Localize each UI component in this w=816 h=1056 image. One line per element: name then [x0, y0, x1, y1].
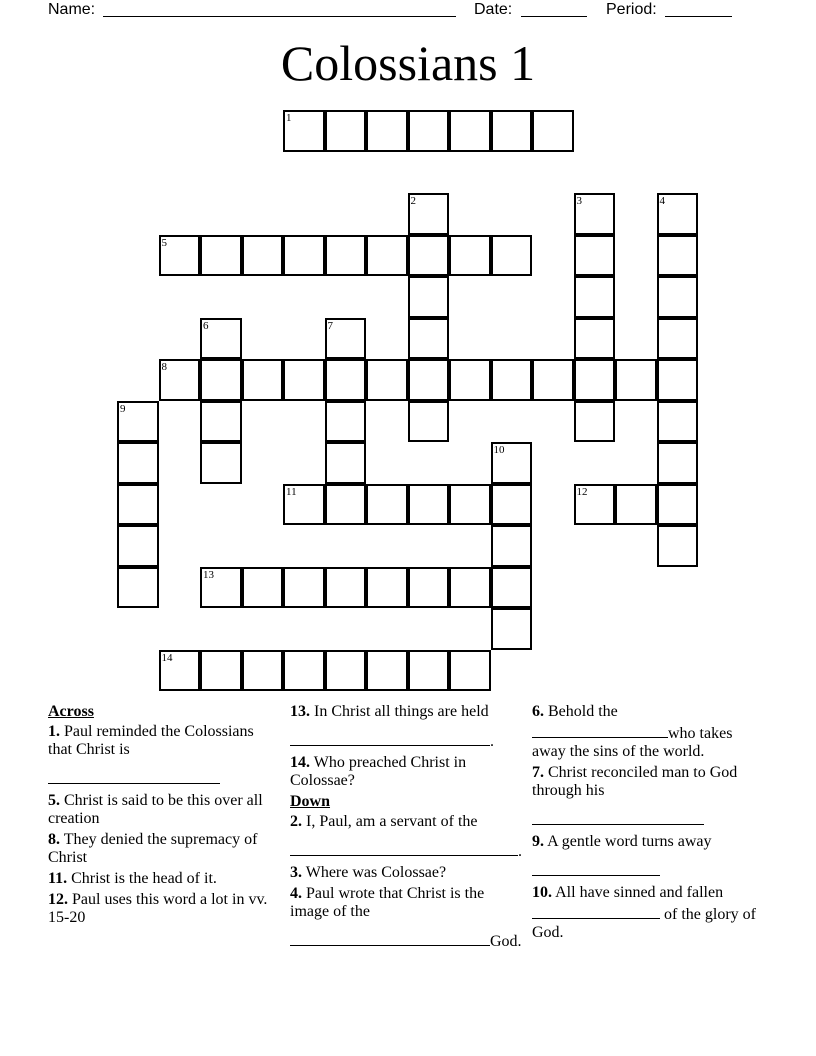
clue-number: 4: [659, 195, 665, 207]
grid-cell[interactable]: [408, 318, 450, 360]
answer-blank: [532, 721, 668, 738]
grid-cell[interactable]: [491, 484, 533, 526]
grid-cell[interactable]: [657, 525, 699, 567]
clue-down-3: 3. Where was Colossae?: [290, 864, 447, 881]
clue-down-10: 10. All have sinned and fallen of the glory of God.: [532, 884, 756, 941]
clue-across-12: 12. Paul uses this word a lot in vv. 15-20: [48, 891, 268, 926]
grid-cell[interactable]: [117, 442, 159, 484]
grid-cell[interactable]: [408, 484, 450, 526]
grid-cell[interactable]: [325, 567, 367, 609]
grid-cell[interactable]: [408, 235, 450, 277]
grid-cell[interactable]: [408, 650, 450, 692]
clue-number: 8: [161, 361, 167, 373]
clue-across-13: 13. In Christ all things are held .: [290, 703, 494, 750]
grid-cell[interactable]: [242, 650, 284, 692]
grid-cell[interactable]: [283, 110, 325, 152]
grid-cell[interactable]: [657, 193, 699, 235]
clue-number: 6: [203, 319, 209, 332]
clue-across-14: 14. Who preached Christ in Colossae?: [290, 754, 467, 789]
grid-cell[interactable]: [574, 193, 616, 235]
answer-blank: [290, 729, 490, 746]
clues-column-3: [532, 703, 764, 945]
clue-down-2: 2. I, Paul, am a servant of the .: [290, 813, 522, 860]
grid-cell[interactable]: [242, 567, 284, 609]
grid-cell[interactable]: [117, 484, 159, 526]
grid-cell[interactable]: [200, 567, 242, 609]
grid-cell[interactable]: [283, 650, 325, 692]
grid-cell[interactable]: [449, 567, 491, 609]
clue-down-7: 7. Christ reconciled man to God through his: [532, 764, 764, 830]
grid-cell[interactable]: [283, 567, 325, 609]
answer-blank: [532, 859, 660, 876]
grid-cell[interactable]: [325, 110, 367, 152]
grid-cell[interactable]: [574, 276, 616, 318]
grid-cell[interactable]: [283, 359, 325, 401]
grid-cell[interactable]: [449, 110, 491, 152]
student-info-header: [48, 0, 768, 20]
grid-cell[interactable]: [200, 318, 242, 360]
clue-number: 12: [576, 485, 588, 498]
grid-cell[interactable]: [449, 359, 491, 401]
grid-cell[interactable]: [657, 276, 699, 318]
grid-cell[interactable]: [325, 650, 367, 692]
clue-number: 11: [286, 485, 297, 498]
grid-cell[interactable]: [200, 650, 242, 692]
grid-cell[interactable]: [657, 401, 699, 443]
answer-blank: [532, 902, 660, 919]
grid-cell[interactable]: [283, 484, 325, 526]
grid-cell[interactable]: [615, 484, 657, 526]
clue-number: 2: [410, 195, 416, 207]
grid-cell[interactable]: [491, 525, 533, 567]
clues-column-2: [290, 703, 522, 954]
grid-cell[interactable]: [408, 110, 450, 152]
grid-cell[interactable]: [366, 650, 408, 692]
grid-cell[interactable]: [491, 567, 533, 609]
clue-number: 13: [203, 568, 214, 581]
grid-cell[interactable]: [657, 359, 699, 401]
grid-cell[interactable]: [532, 359, 574, 401]
grid-cell[interactable]: [159, 650, 201, 692]
answer-blank: [48, 767, 220, 784]
grid-cell[interactable]: [325, 484, 367, 526]
page-title: Colossians 1: [280, 35, 536, 91]
grid-cell[interactable]: [574, 401, 616, 443]
grid-cell[interactable]: [325, 401, 367, 443]
grid-cell[interactable]: [408, 276, 450, 318]
clue-down-4: 4. Paul wrote that Christ is the image of the God.: [290, 885, 522, 950]
grid-cell[interactable]: [366, 110, 408, 152]
grid-cell[interactable]: [615, 359, 657, 401]
grid-cell[interactable]: [491, 359, 533, 401]
grid-cell[interactable]: [657, 235, 699, 277]
clue-number: 5: [161, 236, 167, 249]
grid-cell[interactable]: [117, 401, 159, 443]
clue-number: 14: [161, 651, 173, 664]
answer-blank: [290, 929, 490, 946]
clues-column-1: [48, 703, 280, 930]
grid-cell[interactable]: [366, 484, 408, 526]
grid-cell[interactable]: [574, 484, 616, 526]
grid-cell[interactable]: [200, 359, 242, 401]
grid-cell[interactable]: [200, 235, 242, 277]
grid-cell[interactable]: [657, 442, 699, 484]
clue-number: 3: [576, 195, 582, 207]
answer-blank: [290, 839, 518, 856]
grid-cell[interactable]: [657, 484, 699, 526]
grid-cell[interactable]: [283, 235, 325, 277]
clue-across-5: 5. Christ is said to be this over all creation: [48, 792, 263, 827]
grid-cell[interactable]: [408, 401, 450, 443]
clue-number: 7: [327, 319, 333, 332]
period-field[interactable]: [665, 16, 732, 17]
grid-cell[interactable]: [325, 235, 367, 277]
grid-cell[interactable]: [366, 567, 408, 609]
name-label: Name:: [48, 1, 96, 18]
grid-cell[interactable]: [366, 359, 408, 401]
grid-cell[interactable]: [408, 567, 450, 609]
clue-number: 9: [120, 402, 126, 415]
grid-cell[interactable]: [491, 235, 533, 277]
grid-cell[interactable]: [325, 359, 367, 401]
clue-down-6: 6. Behold the who takes away the sins of the world.: [532, 703, 733, 760]
grid-cell[interactable]: [325, 442, 367, 484]
clue-number: 10: [493, 444, 505, 456]
grid-cell[interactable]: [574, 318, 616, 360]
grid-cell[interactable]: [408, 193, 450, 235]
clue-number: 1: [286, 112, 292, 124]
grid-cell[interactable]: [159, 359, 201, 401]
across-heading: Across: [48, 703, 94, 720]
grid-cell[interactable]: [117, 567, 159, 609]
grid-cell[interactable]: [449, 484, 491, 526]
grid-cell[interactable]: [408, 359, 450, 401]
clue-across-1: 1. Paul reminded the Colossians that Christ is: [48, 723, 280, 789]
grid-cell[interactable]: [491, 110, 533, 152]
clue-across-11: 11. Christ is the head of it.: [48, 870, 217, 887]
down-heading: Down: [290, 793, 331, 810]
grid-cell[interactable]: [491, 442, 533, 484]
clue-across-8: 8. They denied the supremacy of Christ: [48, 831, 258, 866]
clue-down-9: 9. A gentle word turns away: [532, 833, 764, 881]
grid-cell[interactable]: [159, 235, 201, 277]
grid-cell[interactable]: [449, 650, 491, 692]
date-label: Date:: [474, 1, 513, 18]
grid-cell[interactable]: [366, 235, 408, 277]
grid-cell[interactable]: [574, 359, 616, 401]
grid-cell[interactable]: [242, 235, 284, 277]
grid-cell[interactable]: [532, 110, 574, 152]
period-label: Period:: [606, 1, 657, 18]
grid-cell[interactable]: [117, 525, 159, 567]
grid-cell[interactable]: [449, 235, 491, 277]
grid-cell[interactable]: [200, 442, 242, 484]
name-field[interactable]: [103, 16, 456, 17]
date-field[interactable]: [521, 16, 587, 17]
grid-cell[interactable]: [200, 401, 242, 443]
grid-cell[interactable]: [242, 359, 284, 401]
grid-cell[interactable]: [657, 318, 699, 360]
grid-cell[interactable]: [325, 318, 367, 360]
answer-blank: [532, 808, 704, 825]
grid-cell[interactable]: [574, 235, 616, 277]
grid-cell[interactable]: [491, 608, 533, 650]
